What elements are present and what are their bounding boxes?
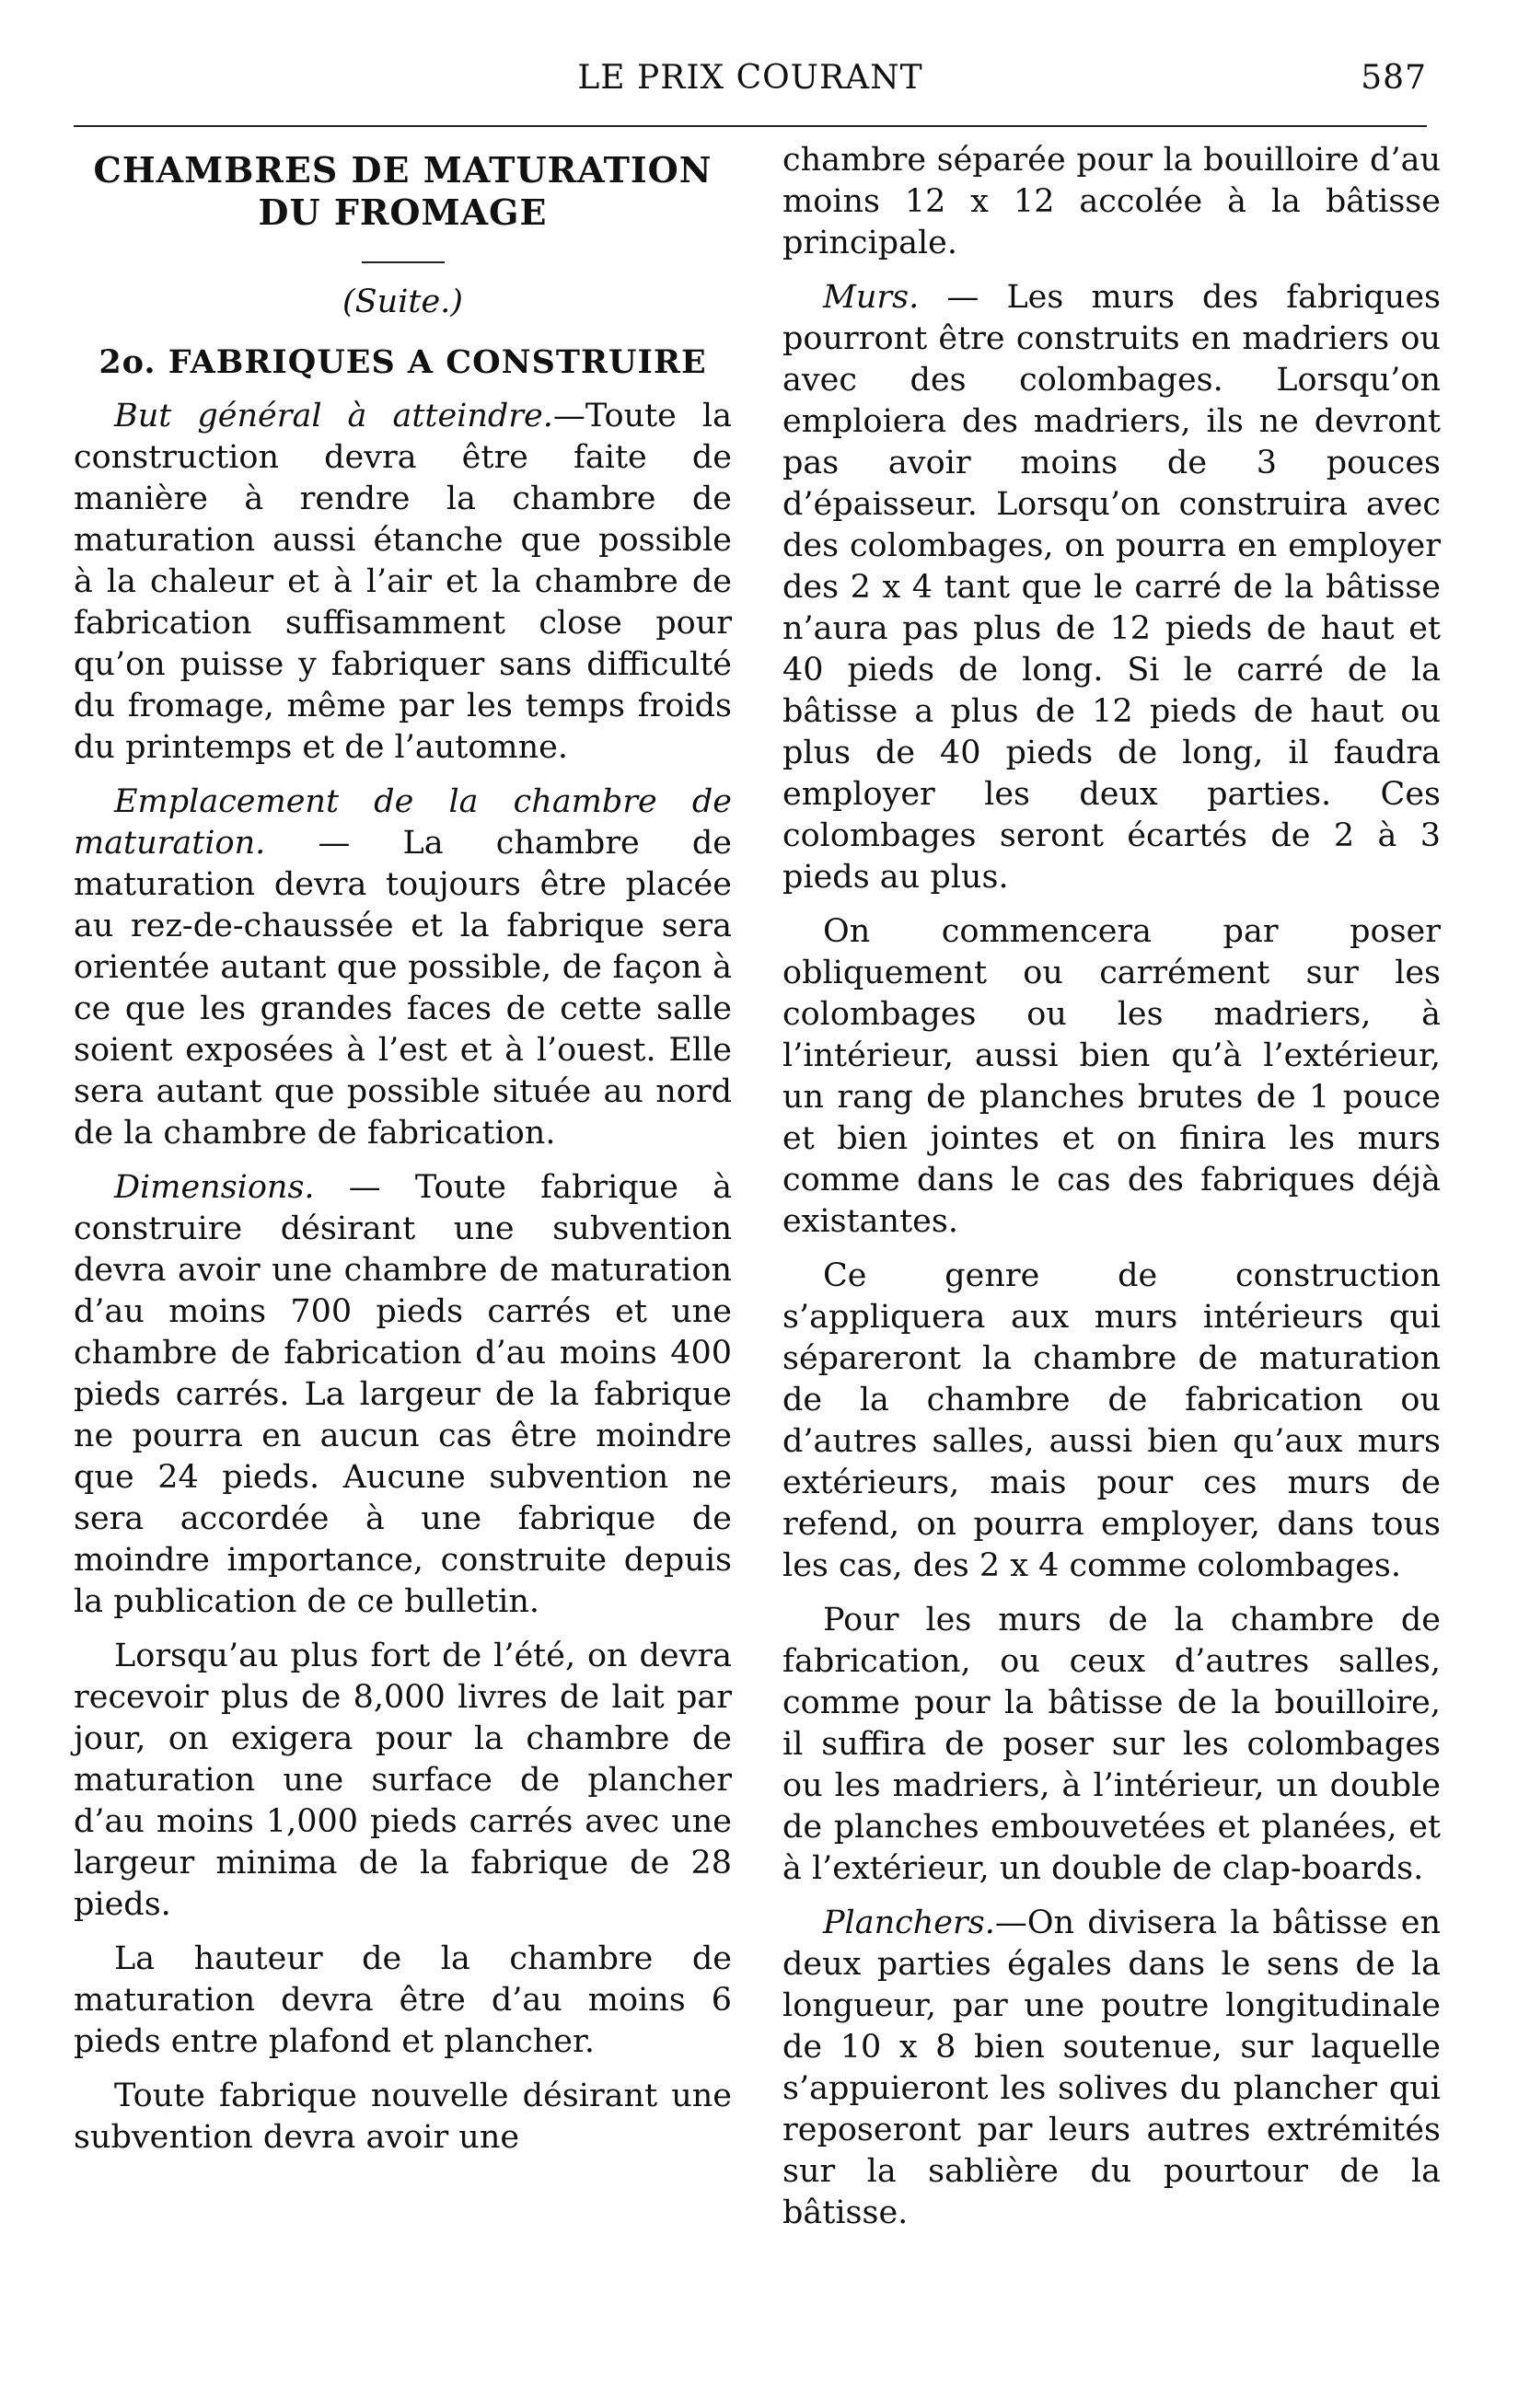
paragraph-text: Toute fabrique nouvelle désirant une subvention devra avoir une — [74, 2078, 732, 2156]
paragraph-text: Ce genre de construction s’appliquera aux murs intérieurs qui sépareront la chambre de maturation de la chambre de fabrication ou d’autres salles, aussi bien qu’aux murs extérieurs, mais pour ces murs de refend, on pourra employer, dans tous les cas, des 2 x 4 comme colombages. — [782, 1257, 1441, 1584]
article-title-line-1: CHAMBRES DE MATURATION — [93, 149, 713, 191]
paragraph-continuation — [782, 140, 1441, 264]
page-number: 587 — [1361, 59, 1427, 97]
paragraph — [74, 1636, 732, 1926]
run-in-heading: Planchers. — [823, 1904, 995, 1941]
paragraph — [782, 1903, 1441, 2234]
paragraph — [782, 277, 1441, 898]
run-in-heading: Dimensions. — [114, 1169, 315, 1206]
paragraph — [782, 1256, 1441, 1587]
paragraph-text: — Toute fabrique à construire désirant une subvention devra avoir une chambre de maturation d’au moins 700 pieds carrés et une chambre de fabrication d’au moins 400 pieds carrés. La largeur de la fabrique ne pourra en aucun cas être moindre que 24 pieds. Aucune subvention ne sera accordée à une fabrique de moindre importance, construite depuis la publication de ce bulletin. — [74, 1169, 732, 1620]
article-title — [74, 149, 732, 234]
paragraph-text: — La chambre de maturation devra toujours être placée au rez-de-chaussée et la fabrique sera orientée autant que possible, de façon à ce que les grandes faces de cette salle soient exposées à l’est et à l’ouest. Elle sera autant que possible située au nord de la chambre de fabrication. — [74, 825, 732, 1152]
run-in-heading: Emplacement de la chambre de maturation. — [74, 783, 732, 862]
left-column — [74, 140, 732, 2171]
right-column — [782, 140, 1441, 2247]
section-heading: 2o. FABRIQUES A CONSTRUIRE — [98, 343, 707, 381]
paragraph-text: chambre séparée pour la bouilloire d’au moins 12 x 12 accolée à la bâtisse principale. — [782, 142, 1441, 261]
paragraph — [74, 1939, 732, 2063]
paragraph-text: On commencera par poser obliquement ou carrément sur les colombages ou les madriers, à l’intérieur, aussi bien qu’à l’extérieur, un rang de planches brutes de 1 pouce et bien jointes et on finira les murs comme dans le cas des fabriques déjà existantes. — [782, 913, 1441, 1240]
paragraph-text: La hauteur de la chambre de maturation devra être d’au moins 6 pieds entre plafond et plancher. — [74, 1940, 732, 2060]
header-rule — [74, 125, 1427, 127]
article-title-line-2: DU FROMAGE — [258, 191, 548, 233]
paragraph-text: —On divisera la bâtisse en deux parties égales dans le sens de la longueur, par une poutre longitudinale de 10 x 8 bien soutenue, sur laquelle s’appuieront les solives du plancher qui reposeront par leurs autres extrémités sur la sablière du pourtour de la bâtisse. — [782, 1904, 1441, 2231]
running-header — [74, 59, 1427, 110]
paragraph — [74, 396, 732, 769]
paragraph-text: Lorsqu’au plus fort de l’été, on devra recevoir plus de 8,000 livres de lait par jour, on exigera pour la chambre de maturation une surface de plancher d’au moins 1,000 pieds carrés avec une largeur minima de la fabrique de 28 pieds. — [74, 1638, 732, 1923]
paragraph-text: — Les murs des fabriques pourront être construits en madriers ou avec des colombages. Lorsqu’on emploiera des madriers, ils ne devront pas avoir moins de 3 pouces d’épaisseur. Lorsqu’on construira avec des colombages, on pourra en employer des 2 x 4 tant que le carré de la bâtisse n’aura pas plus de 12 pieds de haut et 40 pieds de long. Si le carré de la bâtisse a plus de 12 pieds de haut ou plus de 40 pieds de long, il faudra employer les deux parties. Ces colombages seront écartés de 2 à 3 pieds au plus. — [782, 279, 1441, 896]
paragraph — [74, 1167, 732, 1623]
suite-label: (Suite.) — [342, 284, 463, 320]
paragraph — [74, 781, 732, 1154]
running-title: LE PRIX COURANT — [577, 59, 923, 97]
paragraph-text: —Toute la construction devra être faite de manière à rendre la chambre de maturation aussi étanche que possible à la chaleur et à l’air et la chambre de fabrication suffisamment close pour qu’on puisse y fabriquer sans difficulté du fromage, même par les temps froids du printemps et de l’automne. — [74, 398, 732, 766]
paragraph — [782, 911, 1441, 1243]
run-in-heading: But général à atteindre. — [114, 398, 553, 434]
paragraph — [782, 1600, 1441, 1890]
run-in-heading: Murs. — [823, 279, 920, 316]
title-divider — [362, 261, 445, 263]
paragraph-text: Pour les murs de la chambre de fabrication, ou ceux d’autres salles, comme pour la bâtisse de la bouilloire, il suffira de poser sur les colombages ou les madriers, à l’intérieur, un double de planches embouvetées et planées, et à l’extérieur, un double de clap-boards. — [782, 1602, 1441, 1887]
paragraph — [74, 2076, 732, 2159]
